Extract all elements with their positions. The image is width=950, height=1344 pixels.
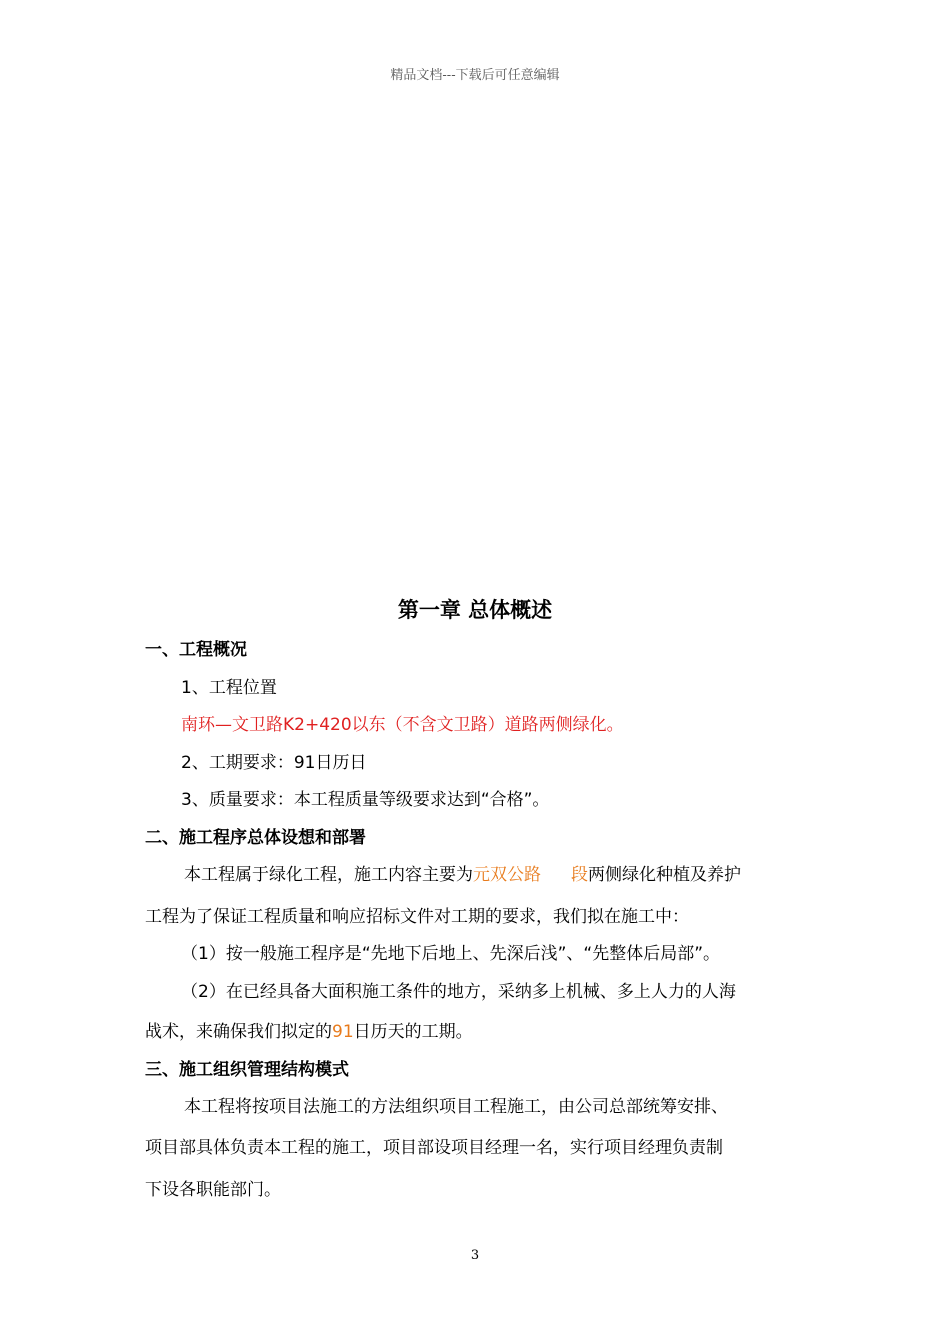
section-3-heading: 三、施工组织管理结构模式 [145, 1060, 349, 1080]
highlight-segment: 段 [571, 865, 588, 885]
section-2-point-2-line-1: （2）在已经具备大面积施工条件的地方，采纳多上机械、多上人力的人海 [181, 982, 736, 1002]
page-number: 3 [470, 1248, 480, 1263]
project-location-text: 南环—文卫路K2+420以东（不含文卫路）道路两侧绿化。 [181, 715, 624, 735]
schedule-requirement: 2、工期要求：91日历日 [181, 753, 367, 773]
section-3-paragraph-line-2: 项目部具体负责本工程的施工，项目部设项目经理一名，实行项目经理负责制 [145, 1138, 723, 1158]
section-2-paragraph-1-line-1 [184, 863, 741, 887]
paragraph-text: 日历天的工期。 [353, 1022, 473, 1042]
page-header: 精品文档---下载后可任意编辑 [390, 68, 560, 83]
paragraph-text: 两侧绿化种植及养护 [588, 865, 741, 885]
section-3-paragraph-line-3: 下设各职能部门。 [145, 1180, 281, 1200]
section-2-point-1: （1）按一般施工程序是“先地下后地上、先深后浅”、“先整体后局部”。 [181, 944, 721, 964]
chapter-title: 第一章 总体概述 [397, 598, 553, 622]
highlight-days: 91 [332, 1022, 354, 1042]
quality-requirement: 3、质量要求：本工程质量等级要求达到“合格”。 [181, 790, 550, 810]
paragraph-text: 战术，来确保我们拟定的 [145, 1022, 332, 1042]
highlight-road-name: 元双公路 [473, 865, 541, 885]
project-location-label: 1、工程位置 [181, 678, 277, 698]
section-2-point-2-line-2 [145, 1020, 473, 1044]
section-2-heading: 二、施工程序总体设想和部署 [145, 828, 366, 848]
section-1-heading: 一、工程概况 [145, 640, 247, 660]
paragraph-text: 本工程属于绿化工程，施工内容主要为 [184, 865, 473, 885]
section-2-paragraph-1-line-2: 工程为了保证工程质量和响应招标文件对工期的要求，我们拟在施工中： [145, 907, 689, 927]
section-3-paragraph-line-1: 本工程将按项目法施工的方法组织项目工程施工，由公司总部统筹安排、 [184, 1097, 728, 1117]
